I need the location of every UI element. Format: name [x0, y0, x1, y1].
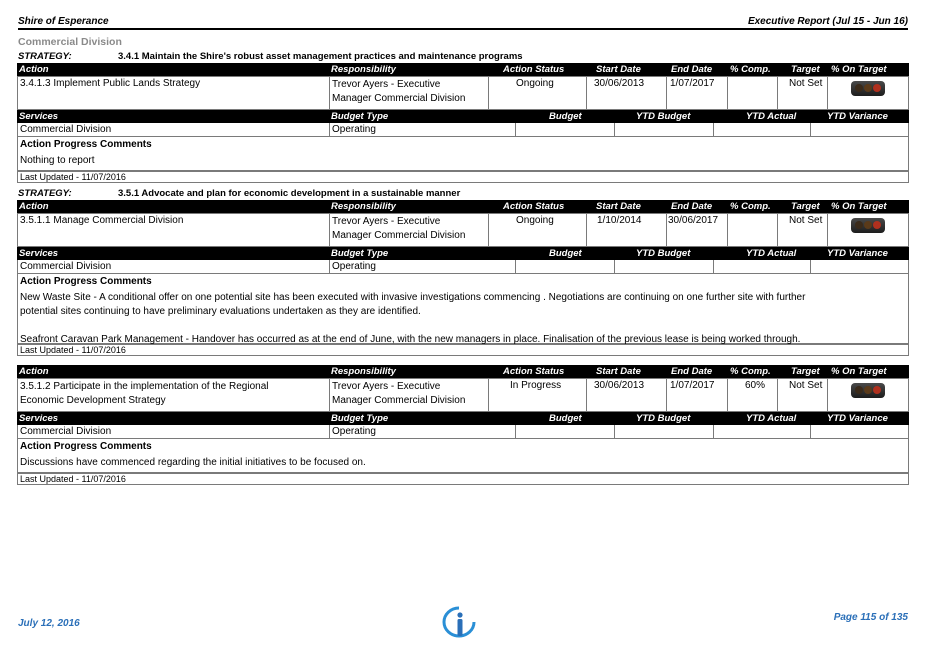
- col-ytd-actual: YTD Actual: [746, 111, 797, 122]
- start-date: 30/06/2013: [594, 78, 645, 89]
- strategy-block-2: [17, 188, 909, 356]
- service-row: [17, 425, 909, 439]
- col-action-status: Action Status: [503, 201, 565, 212]
- last-updated: Last Updated - 11/07/2016: [17, 473, 909, 485]
- division-heading: Commercial Division: [18, 36, 122, 48]
- strategy-text: 3.4.1 Maintain the Shire's robust asset management practices and maintenance programs: [118, 51, 523, 62]
- last-updated: Last Updated - 11/07/2016: [17, 344, 909, 356]
- budget-type: Operating: [332, 124, 376, 135]
- col-ytd-budget: YTD Budget: [636, 111, 691, 122]
- col-start-date: Start Date: [596, 64, 641, 75]
- col-budget: Budget: [549, 248, 582, 259]
- budget-type: Operating: [332, 426, 376, 437]
- traffic-light-icon: [851, 383, 885, 398]
- end-date: 1/07/2017: [670, 78, 715, 89]
- col-ytd-variance: YTD Variance: [827, 413, 888, 424]
- target: Not Set: [789, 78, 823, 89]
- col-end-date: End Date: [671, 64, 713, 75]
- col-ytd-budget: YTD Budget: [636, 413, 691, 424]
- comment-line: Discussions have commenced regarding the initial initiatives to be focused on.: [20, 457, 366, 468]
- responsibility-line-2: Manager Commercial Division: [332, 230, 466, 241]
- comment-line: New Waste Site - A conditional offer on one potential site has been executed with invasive investigations commencing . Negotiations are continuing on one further site with further: [20, 292, 806, 303]
- col-ytd-variance: YTD Variance: [827, 248, 888, 259]
- col-budget: Budget: [549, 111, 582, 122]
- col-ytd-budget: YTD Budget: [636, 248, 691, 259]
- strategy-label: STRATEGY:: [18, 51, 72, 62]
- service-row: [17, 123, 909, 137]
- strategy-label: STRATEGY:: [18, 188, 72, 199]
- page-header: [18, 16, 908, 30]
- service-name: Commercial Division: [20, 261, 112, 272]
- col-action-status: Action Status: [503, 366, 565, 377]
- col-pct-comp: % Comp.: [730, 201, 771, 212]
- action-name: 3.4.1.3 Implement Public Lands Strategy: [20, 78, 201, 89]
- col-target: Target: [791, 201, 820, 212]
- comments-title: Action Progress Comments: [20, 139, 152, 150]
- report-title: Executive Report (Jul 15 - Jun 16): [747, 16, 908, 27]
- col-ytd-actual: YTD Actual: [746, 248, 797, 259]
- col-ytd-variance: YTD Variance: [827, 111, 888, 122]
- traffic-light-icon: [851, 218, 885, 233]
- target: Not Set: [789, 215, 823, 226]
- col-end-date: End Date: [671, 366, 713, 377]
- strategy-text: 3.5.1 Advocate and plan for economic development in a sustainable manner: [118, 188, 461, 199]
- col-action: Action: [19, 64, 49, 75]
- col-pct-comp: % Comp.: [730, 366, 771, 377]
- col-pct-on-target: % On Target: [831, 64, 887, 75]
- footer-date: July 12, 2016: [18, 618, 80, 629]
- services-header-bar: [17, 412, 909, 425]
- info-i-logo: [440, 606, 478, 638]
- col-start-date: Start Date: [596, 366, 641, 377]
- col-services: Services: [19, 413, 59, 424]
- budget-type: Operating: [332, 261, 376, 272]
- progress-comments: [17, 137, 909, 171]
- organization-name: Shire of Esperance: [18, 16, 109, 27]
- strategy-block-1: [17, 51, 909, 183]
- col-budget-type: Budget Type: [331, 248, 389, 259]
- col-end-date: End Date: [671, 201, 713, 212]
- comment-line: Seafront Caravan Park Management - Handover has occurred as at the end of June, with the new managers in place. Finalisation of the previous lease is being worked through.: [20, 334, 801, 345]
- action-row: [17, 213, 909, 247]
- responsibility-line-1: Trevor Ayers - Executive: [332, 216, 441, 227]
- col-pct-on-target: % On Target: [831, 366, 887, 377]
- page-number: Page 115 of 135: [833, 612, 908, 623]
- responsibility-line-1: Trevor Ayers - Executive: [332, 381, 441, 392]
- col-services: Services: [19, 248, 59, 259]
- col-target: Target: [791, 366, 820, 377]
- services-header-bar: [17, 110, 909, 123]
- service-name: Commercial Division: [20, 426, 112, 437]
- services-header-bar: [17, 247, 909, 260]
- col-services: Services: [19, 111, 59, 122]
- col-start-date: Start Date: [596, 201, 641, 212]
- col-pct-comp: % Comp.: [730, 64, 771, 75]
- col-target: Target: [791, 64, 820, 75]
- action-header-bar: [17, 200, 909, 213]
- col-budget-type: Budget Type: [331, 111, 389, 122]
- col-ytd-actual: YTD Actual: [746, 413, 797, 424]
- comments-title: Action Progress Comments: [20, 276, 152, 287]
- comment-line: Nothing to report: [20, 155, 95, 166]
- action-header-bar: [17, 63, 909, 76]
- action-name-line-1: 3.5.1.2 Participate in the implementation of the Regional: [20, 381, 269, 392]
- target: Not Set: [789, 380, 823, 391]
- col-responsibility: Responsibility: [331, 64, 396, 75]
- traffic-light-icon: [851, 81, 885, 96]
- end-date: 30/06/2017: [668, 215, 719, 226]
- progress-comments: [17, 274, 909, 344]
- responsibility-line-2: Manager Commercial Division: [332, 395, 466, 406]
- col-responsibility: Responsibility: [331, 366, 396, 377]
- action-status: Ongoing: [516, 215, 554, 226]
- col-action: Action: [19, 366, 49, 377]
- action-status: Ongoing: [516, 78, 554, 89]
- action-status: In Progress: [510, 380, 562, 391]
- col-responsibility: Responsibility: [331, 201, 396, 212]
- col-action: Action: [19, 201, 49, 212]
- start-date: 1/10/2014: [597, 215, 642, 226]
- action-name-line-2: Economic Development Strategy: [20, 395, 166, 406]
- progress-comments: [17, 439, 909, 473]
- service-name: Commercial Division: [20, 124, 112, 135]
- col-pct-on-target: % On Target: [831, 201, 887, 212]
- col-budget: Budget: [549, 413, 582, 424]
- comment-line: [20, 319, 907, 333]
- service-row: [17, 260, 909, 274]
- col-action-status: Action Status: [503, 64, 565, 75]
- action-row: [17, 76, 909, 110]
- action-row: [17, 378, 909, 412]
- strategy-block-3: [17, 365, 909, 485]
- responsibility-line-1: Trevor Ayers - Executive: [332, 79, 441, 90]
- responsibility-line-2: Manager Commercial Division: [332, 93, 466, 104]
- last-updated: Last Updated - 11/07/2016: [17, 171, 909, 183]
- strategy-line: [17, 51, 909, 63]
- action-name: 3.5.1.1 Manage Commercial Division: [20, 215, 184, 226]
- comment-line: potential sites continuing to have preliminary evaluations undertaken as they are identified.: [20, 306, 421, 317]
- start-date: 30/06/2013: [594, 380, 645, 391]
- comments-title: Action Progress Comments: [20, 441, 152, 452]
- end-date: 1/07/2017: [670, 380, 715, 391]
- strategy-line: [17, 188, 909, 200]
- action-header-bar: [17, 365, 909, 378]
- col-budget-type: Budget Type: [331, 413, 389, 424]
- pct-comp: 60%: [745, 380, 766, 391]
